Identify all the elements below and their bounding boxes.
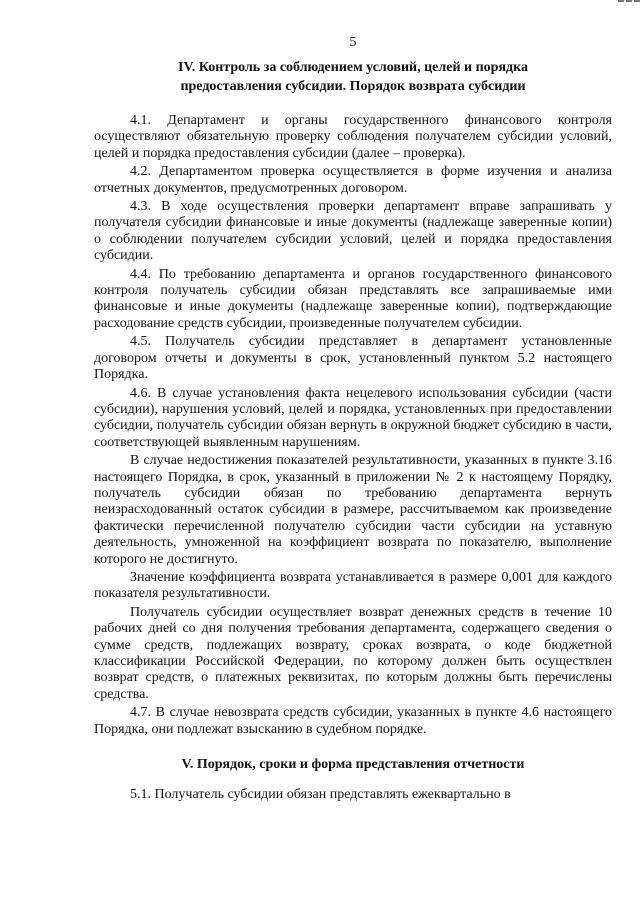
section-iv-title-line2: предоставления субсидии. Порядок возврата субсидии xyxy=(180,79,526,94)
paragraph-5-1: 5.1. Получатель субсидии обязан представлять ежеквартально в xyxy=(130,787,511,803)
section-iv-title-line1: IV. Контроль за соблюдением условий, целей и порядка xyxy=(178,60,528,75)
paragraph-4-6: 4.6. В случае установления факта нецелевого использования субсидии (части субсидии), нарушения условий, целей и порядка, установленных при предоставлении субсидии, получатель субсидии обязан вернуть в окружной бюджет субсидию в части, соответствующей выявленным нарушениям. xyxy=(94,385,612,450)
paragraph-performance-indicators: В случае недостижения показателей результативности, указанных в пункте 3.16 настоящего Порядка, в срок, указанный в приложении № 2 к настоящему Порядку, получатель субсидии обязан по требованию департамента вернуть неизрасходованный остаток субсидии в размере, рассчитываемом как произведение фактически перечисленной получателю субсидии части субсидии на уставную деятельность, умноженной на коэффициент возврата по показателю, выполнение которого не достигнуто. xyxy=(94,453,612,567)
paragraph-4-7: 4.7. В случае невозврата средств субсидии, указанных в пункте 4.6 настоящего Порядка, они подлежат взысканию в судебном порядке. xyxy=(94,705,612,737)
paragraph-return-procedure: Получатель субсидии осуществляет возврат денежных средств в течение 10 рабочих дней со дня получения требования департамента, содержащего сведения о сумме средств, подлежащих возврату, сроках возврата, о коде бюджетной классификации Российской Федерации, по которому должен быть осуществлен возврат средств, о платежных реквизитах, по которым должны быть перечислены средства. xyxy=(94,604,612,702)
paragraph-4-1: 4.1. Департамент и органы государственного финансового контроля осуществляют обязательную проверку соблюдения получателем субсидии условий, целей и порядка предоставления субсидии (далее – проверка). xyxy=(94,113,612,161)
page-number: 5 xyxy=(349,35,357,50)
paragraph-4-3: 4.3. В ходе осуществления проверки департамент вправе запрашивать у получателя субсидии финансовые и иные документы (надлежаще заверенные копии) о соблюдении получателем субсидии условий, целей и порядка предоставления субсидии. xyxy=(94,199,612,264)
document-page xyxy=(94,34,612,805)
paragraph-4-2: 4.2. Департаментом проверка осуществляется в форме изучения и анализа отчетных документов, предусмотренных договором. xyxy=(94,164,612,196)
paragraph-return-coefficient: Значение коэффициента возврата устанавливается в размере 0,001 для каждого показателя результативности. xyxy=(94,569,612,602)
scan-corner-mark xyxy=(618,0,640,5)
section-iv-title xyxy=(94,58,612,96)
section-v-title: V. Порядок, сроки и форма представления отчетности xyxy=(181,757,525,773)
paragraph-4-5: 4.5. Получатель субсидии представляет в департамент установленные договором отчеты и документы в срок, установленный пунктом 5.2 настоящего Порядка. xyxy=(94,334,612,383)
paragraph-4-4: 4.4. По требованию департамента и органов государственного финансового контроля получатель субсидии обязан представлять все запрашиваемые ими финансовые и иные документы (надлежаще заверенные копии), подтверждающие расходование средств субсидии, произведенные получателем субсидии. xyxy=(94,266,612,331)
